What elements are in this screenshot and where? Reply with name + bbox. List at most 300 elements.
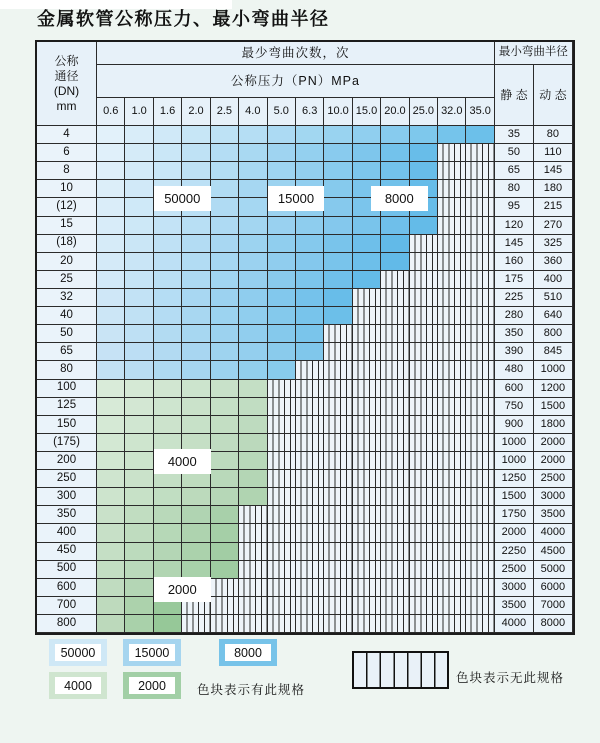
spec-cell — [268, 343, 296, 361]
no-spec-cell — [410, 579, 438, 597]
no-spec-cell — [410, 506, 438, 524]
no-spec-cell — [410, 561, 438, 579]
cycles-header: 最少弯曲次数，次 — [97, 42, 495, 65]
spec-cell — [324, 144, 352, 162]
no-spec-cell — [381, 325, 409, 343]
spec-cell — [239, 307, 267, 325]
no-spec-cell — [353, 615, 381, 633]
no-spec-cell — [438, 488, 466, 506]
no-spec-cell — [410, 253, 438, 271]
no-spec-cell — [410, 470, 438, 488]
spec-cell — [438, 126, 466, 144]
spec-cell — [239, 361, 267, 379]
no-spec-cell — [466, 253, 494, 271]
corner-header-dn — [37, 42, 97, 126]
no-spec-cell — [324, 398, 352, 416]
dynamic-value: 3500 — [534, 506, 573, 524]
no-spec-cell — [438, 325, 466, 343]
spec-cell — [125, 253, 153, 271]
spec-cell — [154, 380, 182, 398]
corner-line: 公称 — [54, 54, 79, 68]
no-spec-cell — [324, 543, 352, 561]
no-spec-cell — [353, 343, 381, 361]
spec-cell — [211, 307, 239, 325]
spec-cell — [239, 271, 267, 289]
no-spec-cell — [466, 524, 494, 542]
spec-cell — [296, 289, 324, 307]
spec-cell — [97, 524, 125, 542]
no-spec-cell — [410, 235, 438, 253]
spec-cell — [211, 144, 239, 162]
static-value: 280 — [495, 307, 534, 325]
spec-cell — [239, 488, 267, 506]
corner-line: mm — [56, 99, 77, 113]
legend-swatch-label: 15000 — [129, 644, 175, 661]
spec-cell — [239, 235, 267, 253]
spec-cell — [410, 126, 438, 144]
no-spec-cell — [296, 615, 324, 633]
row-dn-label: 200 — [37, 452, 97, 470]
row-dn-label: (175) — [37, 434, 97, 452]
no-spec-cell — [324, 561, 352, 579]
no-spec-cell — [410, 398, 438, 416]
static-value: 1750 — [495, 506, 534, 524]
spec-cell — [239, 217, 267, 235]
row-dn-label: 250 — [37, 470, 97, 488]
spec-cell — [125, 198, 153, 216]
no-spec-cell — [438, 380, 466, 398]
spec-cell — [97, 253, 125, 271]
spec-cell — [353, 217, 381, 235]
spec-cell — [239, 289, 267, 307]
spec-cell — [97, 325, 125, 343]
no-spec-cell — [466, 470, 494, 488]
dynamic-value: 6000 — [534, 579, 573, 597]
no-spec-cell — [182, 615, 210, 633]
no-spec-cell — [438, 271, 466, 289]
spec-cell — [466, 126, 494, 144]
spec-cell — [125, 615, 153, 633]
no-spec-cell — [438, 506, 466, 524]
pressure-column-header: 10.0 — [324, 98, 352, 126]
spec-cell — [239, 198, 267, 216]
spec-cell — [154, 235, 182, 253]
dynamic-value: 7000 — [534, 597, 573, 615]
spec-cell — [125, 434, 153, 452]
spec-cell — [182, 416, 210, 434]
no-spec-cell — [381, 416, 409, 434]
no-spec-cell — [353, 506, 381, 524]
legend-swatch-label: 4000 — [55, 677, 101, 694]
no-spec-cell — [324, 470, 352, 488]
static-value: 95 — [495, 198, 534, 216]
spec-cell — [182, 144, 210, 162]
legend-swatch-4000 — [49, 672, 107, 699]
no-spec-cell — [268, 615, 296, 633]
legend-swatch-label: 50000 — [55, 644, 101, 661]
no-spec-cell — [353, 561, 381, 579]
dynamic-value: 80 — [534, 126, 573, 144]
spec-cell — [182, 506, 210, 524]
no-spec-cell — [438, 361, 466, 379]
spec-cell — [182, 289, 210, 307]
spec-cell — [324, 126, 352, 144]
spec-cell — [268, 162, 296, 180]
spec-cell — [182, 253, 210, 271]
spec-cell — [296, 162, 324, 180]
dynamic-value: 4000 — [534, 524, 573, 542]
no-spec-cell — [410, 289, 438, 307]
spec-cell — [211, 198, 239, 216]
spec-cell — [324, 235, 352, 253]
spec-cell — [410, 217, 438, 235]
spec-cell — [97, 198, 125, 216]
pressure-header: 公称压力（PN）MPa — [97, 65, 495, 98]
dynamic-value: 180 — [534, 180, 573, 198]
row-dn-label: 500 — [37, 561, 97, 579]
dynamic-value: 2000 — [534, 434, 573, 452]
spec-cell — [154, 289, 182, 307]
no-spec-cell — [466, 162, 494, 180]
spec-cell — [296, 217, 324, 235]
no-spec-cell — [466, 416, 494, 434]
spec-cell — [97, 144, 125, 162]
pressure-column-header: 4.0 — [239, 98, 267, 126]
spec-cell — [353, 235, 381, 253]
no-spec-cell — [438, 144, 466, 162]
no-spec-cell — [410, 325, 438, 343]
dynamic-value: 110 — [534, 144, 573, 162]
legend-has-spec-text: 色块表示有此规格 — [197, 683, 306, 697]
static-column-header: 静 态 — [495, 65, 534, 126]
spec-cell — [125, 162, 153, 180]
no-spec-cell — [268, 543, 296, 561]
spec-cell — [324, 253, 352, 271]
spec-cell — [154, 271, 182, 289]
no-spec-cell — [466, 579, 494, 597]
spec-cell — [324, 271, 352, 289]
pressure-column-header: 32.0 — [438, 98, 466, 126]
spec-cell — [97, 217, 125, 235]
no-spec-cell — [381, 434, 409, 452]
dynamic-value: 325 — [534, 235, 573, 253]
spec-cell — [410, 144, 438, 162]
static-value: 1000 — [495, 434, 534, 452]
dynamic-column-header: 动 态 — [534, 65, 573, 126]
spec-cell — [125, 579, 153, 597]
spec-cell — [154, 144, 182, 162]
pressure-column-header: 20.0 — [381, 98, 409, 126]
spec-cell — [296, 271, 324, 289]
spec-cell — [97, 235, 125, 253]
dynamic-value: 845 — [534, 343, 573, 361]
static-value: 2000 — [495, 524, 534, 542]
spec-cell — [268, 271, 296, 289]
spec-cell — [125, 398, 153, 416]
static-value: 160 — [495, 253, 534, 271]
no-spec-cell — [410, 524, 438, 542]
spec-cell — [154, 506, 182, 524]
spec-cell — [211, 561, 239, 579]
no-spec-cell — [324, 361, 352, 379]
no-spec-cell — [410, 615, 438, 633]
no-spec-cell — [410, 416, 438, 434]
spec-cell — [268, 126, 296, 144]
no-spec-cell — [438, 198, 466, 216]
spec-cell — [154, 398, 182, 416]
no-spec-cell — [353, 325, 381, 343]
spec-cell — [381, 126, 409, 144]
spec-cell — [97, 506, 125, 524]
spec-cell — [125, 144, 153, 162]
row-dn-label: 4 — [37, 126, 97, 144]
no-spec-cell — [438, 524, 466, 542]
dynamic-value: 510 — [534, 289, 573, 307]
legend-swatch-2000 — [123, 672, 181, 699]
no-spec-cell — [324, 597, 352, 615]
no-spec-cell — [381, 488, 409, 506]
spec-cell — [296, 325, 324, 343]
spec-cell — [97, 470, 125, 488]
dynamic-value: 215 — [534, 198, 573, 216]
static-value: 1500 — [495, 488, 534, 506]
spec-cell — [268, 361, 296, 379]
corner-line: 通径 — [54, 69, 79, 83]
static-value: 145 — [495, 235, 534, 253]
no-spec-cell — [410, 434, 438, 452]
pressure-column-header: 25.0 — [410, 98, 438, 126]
no-spec-cell — [296, 597, 324, 615]
row-dn-label: 32 — [37, 289, 97, 307]
row-dn-label: 65 — [37, 343, 97, 361]
spec-cell — [211, 162, 239, 180]
no-spec-cell — [353, 524, 381, 542]
pressure-column-header: 1.6 — [154, 98, 182, 126]
spec-cell — [239, 398, 267, 416]
spec-cell — [296, 307, 324, 325]
no-spec-cell — [466, 217, 494, 235]
no-spec-cell — [438, 180, 466, 198]
no-spec-cell — [268, 579, 296, 597]
no-spec-cell — [353, 434, 381, 452]
no-spec-cell — [296, 488, 324, 506]
spec-cell — [182, 325, 210, 343]
row-dn-label: 800 — [37, 615, 97, 633]
static-value: 175 — [495, 271, 534, 289]
no-spec-cell — [353, 579, 381, 597]
legend-swatch-label: 8000 — [225, 644, 271, 661]
row-dn-label: 400 — [37, 524, 97, 542]
no-spec-cell — [438, 416, 466, 434]
spec-cell — [97, 380, 125, 398]
no-spec-cell — [438, 434, 466, 452]
spec-cell — [381, 217, 409, 235]
no-spec-cell — [324, 380, 352, 398]
spec-cell — [182, 307, 210, 325]
no-spec-cell — [438, 307, 466, 325]
spec-cell — [154, 343, 182, 361]
spec-cell — [296, 343, 324, 361]
pressure-column-header: 0.6 — [97, 98, 125, 126]
spec-cell — [182, 361, 210, 379]
spec-cell — [154, 416, 182, 434]
zone-label-4000: 4000 — [154, 449, 211, 474]
no-spec-cell — [324, 452, 352, 470]
spec-cell — [97, 289, 125, 307]
static-value: 80 — [495, 180, 534, 198]
no-spec-cell — [296, 398, 324, 416]
spec-cell — [125, 380, 153, 398]
no-spec-cell — [353, 307, 381, 325]
spec-cell — [239, 325, 267, 343]
no-spec-cell — [324, 579, 352, 597]
no-spec-cell — [296, 561, 324, 579]
no-spec-cell — [466, 452, 494, 470]
row-dn-label: 700 — [37, 597, 97, 615]
no-spec-cell — [239, 506, 267, 524]
spec-cell — [268, 325, 296, 343]
no-spec-cell — [239, 597, 267, 615]
spec-cell — [324, 180, 352, 198]
dynamic-value: 400 — [534, 271, 573, 289]
no-spec-cell — [296, 470, 324, 488]
no-spec-cell — [410, 452, 438, 470]
no-spec-cell — [353, 380, 381, 398]
spec-cell — [381, 144, 409, 162]
spec-cell — [353, 253, 381, 271]
static-value: 1250 — [495, 470, 534, 488]
pressure-column-header: 5.0 — [268, 98, 296, 126]
page-title: 金属软管公称压力、最小弯曲半径 — [37, 9, 330, 29]
spec-cell — [97, 162, 125, 180]
no-spec-cell — [438, 615, 466, 633]
no-spec-cell — [211, 615, 239, 633]
static-value: 4000 — [495, 615, 534, 633]
spec-cell — [97, 488, 125, 506]
dynamic-value: 3000 — [534, 488, 573, 506]
zone-label-8000: 8000 — [371, 186, 428, 211]
spec-cell — [182, 343, 210, 361]
no-spec-cell — [268, 506, 296, 524]
no-spec-cell — [466, 597, 494, 615]
dynamic-value: 8000 — [534, 615, 573, 633]
no-spec-cell — [438, 398, 466, 416]
pressure-column-header: 2.5 — [211, 98, 239, 126]
no-spec-cell — [324, 506, 352, 524]
no-spec-cell — [268, 452, 296, 470]
no-spec-cell — [438, 597, 466, 615]
spec-cell — [154, 561, 182, 579]
spec-cell — [182, 561, 210, 579]
no-spec-cell — [296, 380, 324, 398]
dynamic-value: 4500 — [534, 543, 573, 561]
no-spec-cell — [296, 361, 324, 379]
dynamic-value: 640 — [534, 307, 573, 325]
no-spec-cell — [381, 524, 409, 542]
spec-cell — [97, 561, 125, 579]
spec-cell — [97, 579, 125, 597]
spec-cell — [211, 506, 239, 524]
dynamic-value: 1000 — [534, 361, 573, 379]
no-spec-cell — [466, 289, 494, 307]
spec-cell — [125, 180, 153, 198]
row-dn-label: 10 — [37, 180, 97, 198]
static-value: 350 — [495, 325, 534, 343]
spec-cell — [353, 271, 381, 289]
spec-cell — [239, 144, 267, 162]
spec-cell — [154, 307, 182, 325]
no-spec-cell — [466, 615, 494, 633]
spec-cell — [211, 434, 239, 452]
no-spec-cell — [466, 235, 494, 253]
spec-cell — [182, 524, 210, 542]
spec-cell — [182, 488, 210, 506]
spec-cell — [154, 162, 182, 180]
no-spec-cell — [381, 615, 409, 633]
no-spec-cell — [466, 361, 494, 379]
spec-cell — [239, 434, 267, 452]
spec-cell — [268, 217, 296, 235]
spec-cell — [381, 162, 409, 180]
spec-cell — [97, 434, 125, 452]
row-dn-label: 20 — [37, 253, 97, 271]
row-dn-label: 25 — [37, 271, 97, 289]
no-spec-cell — [438, 253, 466, 271]
no-spec-cell — [353, 470, 381, 488]
no-spec-cell — [466, 488, 494, 506]
no-spec-cell — [296, 452, 324, 470]
no-spec-cell — [324, 524, 352, 542]
spec-cell — [125, 325, 153, 343]
no-spec-cell — [381, 597, 409, 615]
spec-cell — [239, 380, 267, 398]
no-spec-cell — [268, 398, 296, 416]
spec-cell — [182, 162, 210, 180]
dynamic-value: 1200 — [534, 380, 573, 398]
spec-cell — [268, 307, 296, 325]
row-dn-label: 100 — [37, 380, 97, 398]
spec-cell — [125, 217, 153, 235]
spec-cell — [154, 524, 182, 542]
row-dn-label: 40 — [37, 307, 97, 325]
no-spec-cell — [410, 271, 438, 289]
spec-cell — [97, 271, 125, 289]
static-value: 600 — [495, 380, 534, 398]
spec-cell — [211, 543, 239, 561]
spec-cell — [182, 235, 210, 253]
pressure-column-header: 15.0 — [353, 98, 381, 126]
row-dn-label: (18) — [37, 235, 97, 253]
spec-cell — [239, 162, 267, 180]
static-value: 120 — [495, 217, 534, 235]
row-dn-label: 450 — [37, 543, 97, 561]
no-spec-cell — [410, 597, 438, 615]
dynamic-value: 360 — [534, 253, 573, 271]
no-spec-cell — [466, 180, 494, 198]
spec-cell — [125, 470, 153, 488]
spec-cell — [211, 470, 239, 488]
spec-cell — [97, 452, 125, 470]
no-spec-cell — [466, 343, 494, 361]
pressure-column-header: 2.0 — [182, 98, 210, 126]
spec-cell — [211, 524, 239, 542]
spec-cell — [125, 524, 153, 542]
no-spec-cell — [438, 235, 466, 253]
no-spec-cell — [268, 434, 296, 452]
spec-cell — [97, 126, 125, 144]
no-spec-legend-swatch — [352, 651, 449, 689]
spec-cell — [324, 198, 352, 216]
